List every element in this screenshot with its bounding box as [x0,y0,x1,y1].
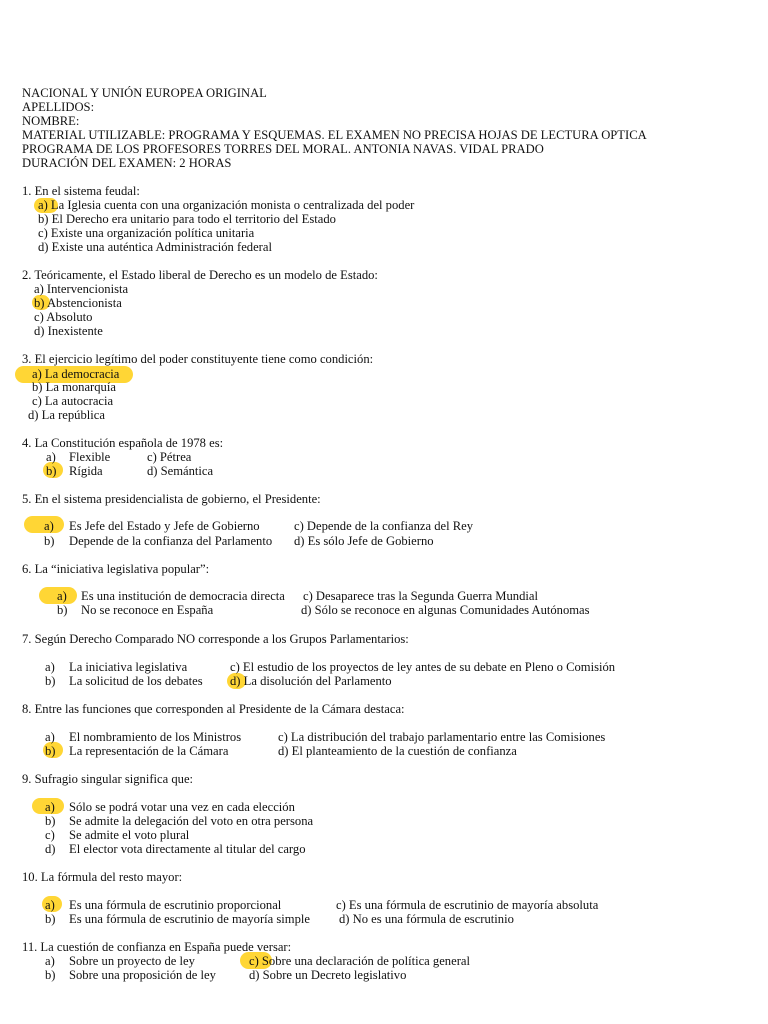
course-title: NACIONAL Y UNIÓN EUROPEA ORIGINAL [22,86,267,100]
q11-option-a-letter: a) [45,954,55,968]
q11-option-c: c) Sobre una declaración de política general [249,954,470,968]
q6-option-d: d) Sólo se reconoce en algunas Comunidades Autónomas [301,603,590,617]
question-10: 10. La fórmula del resto mayor: [22,870,183,884]
q11-option-a-text: Sobre un proyecto de ley [69,954,195,968]
q1-option-a: a) La Iglesia cuenta con una organización monista o centralizada del poder [38,198,415,212]
q11-option-b-letter: b) [45,968,56,982]
q10-option-b-letter: b) [45,912,56,926]
q6-option-a-letter: a) [57,589,67,603]
q2-option-b: b) Abstencionista [34,296,122,310]
q2-option-c: c) Absoluto [34,310,93,324]
q8-option-d: d) El planteamiento de la cuestión de confianza [278,744,517,758]
q10-option-c: c) Es una fórmula de escrutinio de mayoría absoluta [336,898,599,912]
apellidos-field: APELLIDOS: [22,100,95,114]
q6-option-c: c) Desaparece tras la Segunda Guerra Mundial [303,589,538,603]
material-line: MATERIAL UTILIZABLE: PROGRAMA Y ESQUEMAS. EL EXAMEN NO PRECISA HOJAS DE LECTURA OPTICA [22,128,647,142]
q1-option-b: b) El Derecho era unitario para todo el territorio del Estado [38,212,336,226]
q7-option-b-text: La solicitud de los debates [69,674,203,688]
question-8: 8. Entre las funciones que corresponden al Presidente de la Cámara destaca: [22,702,405,716]
q8-option-b-text: La representación de la Cámara [69,744,229,758]
q10-option-b-text: Es una fórmula de escrutinio de mayoría simple [69,912,310,926]
q3-option-c: c) La autocracia [32,394,114,408]
q8-option-b-letter: b) [45,744,56,758]
q10-option-d: d) No es una fórmula de escrutinio [339,912,514,926]
q2-option-d: d) Inexistente [34,324,103,338]
question-6: 6. La “iniciativa legislativa popular”: [22,562,210,576]
q7-option-b-letter: b) [45,674,56,688]
question-3: 3. El ejercicio legítimo del poder constituyente tiene como condición: [22,352,374,366]
q5-option-d: d) Es sólo Jefe de Gobierno [294,534,434,548]
q7-option-a-letter: a) [45,660,55,674]
question-5: 5. En el sistema presidencialista de gobierno, el Presidente: [22,492,321,506]
q8-option-a-letter: a) [45,730,55,744]
q11-option-d: d) Sobre un Decreto legislativo [249,968,407,982]
question-9: 9. Sufragio singular significa que: [22,772,194,786]
q8-option-a-text: El nombramiento de los Ministros [69,730,242,744]
q9-option-c-text: Se admite el voto plural [69,828,190,842]
q6-option-b-letter: b) [57,603,68,617]
q11-option-b-text: Sobre una proposición de ley [69,968,216,982]
q9-option-b-text: Se admite la delegación del voto en otra persona [69,814,314,828]
q4-option-c: c) Pétrea [147,450,192,464]
q4-option-a-text: Flexible [69,450,111,464]
q4-option-d: d) Semántica [147,464,214,478]
q7-option-a-text: La iniciativa legislativa [69,660,188,674]
question-1: 1. En el sistema feudal: [22,184,140,198]
q5-option-b-letter: b) [44,534,55,548]
q1-option-d: d) Existe una auténtica Administración federal [38,240,272,254]
q2-option-a: a) Intervencionista [34,282,129,296]
q9-option-a-letter: a) [45,800,55,814]
q5-option-c: c) Depende de la confianza del Rey [294,519,474,533]
q10-option-a-letter: a) [45,898,55,912]
q9-option-b-letter: b) [45,814,56,828]
question-11: 11. La cuestión de confianza en España puede versar: [22,940,292,954]
q9-option-c-letter: c) [45,828,55,842]
programa-line: PROGRAMA DE LOS PROFESORES TORRES DEL MORAL. ANTONIA NAVAS. VIDAL PRADO [22,142,544,156]
question-7: 7. Según Derecho Comparado NO corresponde a los Grupos Parlamentarios: [22,632,409,646]
q3-option-d: d) La república [28,408,105,422]
q6-option-b-text: No se reconoce en España [81,603,214,617]
q6-option-a-text: Es una institución de democracia directa [81,589,285,603]
q4-option-b-text: Rígida [69,464,103,478]
nombre-field: NOMBRE: [22,114,80,128]
q8-option-c: c) La distribución del trabajo parlamentario entre las Comisiones [278,730,606,744]
q5-option-a-letter: a) [44,519,54,533]
q7-option-c: c) El estudio de los proyectos de ley antes de su debate en Pleno o Comisión [230,660,616,674]
duracion-line: DURACIÓN DEL EXAMEN: 2 HORAS [22,156,232,170]
q3-option-b: b) La monarquía [32,380,116,394]
q10-option-a-text: Es una fórmula de escrutinio proporcional [69,898,282,912]
question-2: 2. Teóricamente, el Estado liberal de Derecho es un modelo de Estado: [22,268,378,282]
q4-option-a-letter: a) [46,450,56,464]
q5-option-a-text: Es Jefe del Estado y Jefe de Gobierno [69,519,260,533]
q9-option-a-text: Sólo se podrá votar una vez en cada elección [69,800,295,814]
question-4: 4. La Constitución española de 1978 es: [22,436,224,450]
q1-option-c: c) Existe una organización política unitaria [38,226,255,240]
q9-option-d-letter: d) [45,842,56,856]
q9-option-d-text: El elector vota directamente al titular del cargo [69,842,306,856]
q5-option-b-text: Depende de la confianza del Parlamento [69,534,273,548]
q3-option-a: a) La democracia [32,367,120,381]
q7-option-d: d) La disolución del Parlamento [230,674,392,688]
q4-option-b-letter: b) [46,464,57,478]
